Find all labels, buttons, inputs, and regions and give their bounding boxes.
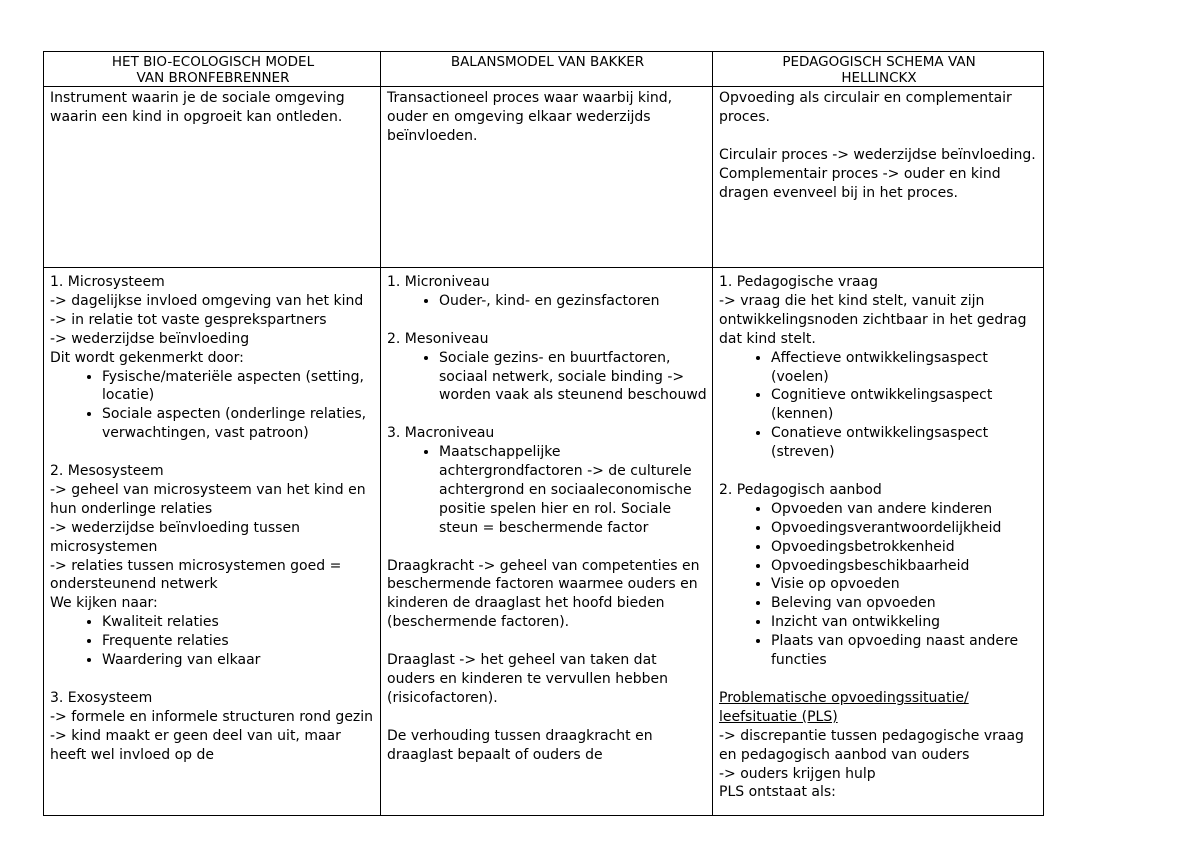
micro-bullet-list (50, 368, 376, 444)
list-item: • Plaats van opvoeding naast andere functies (771, 632, 1039, 670)
meso-title: 2. Mesosysteem (50, 463, 164, 480)
header-bronfenbrenner (44, 52, 381, 87)
definition-bronfenbrenner-text: Instrument waarin je de sociale omgeving waarin een kind in opgroeit kan ontleden. (50, 90, 345, 125)
meso-line: -> relaties tussen microsystemen goed = ondersteunend netwerk (50, 557, 342, 593)
list-item: • Opvoeden van andere kinderen (771, 500, 1039, 519)
list-item: • Maatschappelijke achtergrondfactoren -> de culturele achtergrond en sociaaleconomische positie spelen hier en rol. Sociale steun = beschermende factor (439, 443, 708, 538)
definition-bakker-text: Transactioneel proces waar waarbij kind, ouder en omgeving elkaar wederzijds beïnvloeden. (387, 90, 673, 144)
micro-line: -> wederzijdse beïnvloeding (50, 330, 250, 347)
list-item: • Opvoedingsbeschikbaarheid (771, 557, 1039, 576)
meso-line: -> geheel van microsysteem van het kind en hun onderlinge relaties (50, 481, 366, 517)
mesoniveau-title: 2. Mesoniveau (387, 330, 489, 347)
list-item: • Conatieve ontwikkelingsaspect (streven) (771, 424, 1039, 462)
vraag-line: -> vraag die het kind stelt, vanuit zijn ontwikkelingsnoden zichtbaar in het gedrag dat kind stelt. (719, 292, 1027, 347)
draaglast-text: Draaglast -> het geheel van taken dat ouders en kinderen te vervullen hebben (risicofactoren). (387, 652, 668, 706)
list-item: • Cognitieve ontwikkelingsaspect (kennen) (771, 386, 1039, 424)
meso-line: -> wederzijdse beïnvloeding tussen microsystemen (50, 519, 300, 555)
list-item: • Sociale gezins- en buurtfactoren, sociaal netwerk, sociale binding -> worden vaak als steunend beschouwd (439, 349, 708, 406)
definition-hellinckx-intro: Opvoeding als circulair en complementair proces. (719, 90, 1012, 125)
micro-line: -> in relatie tot vaste gesprekspartners (50, 311, 327, 328)
content-bakker (381, 268, 713, 816)
list-item: • Frequente relaties (102, 632, 376, 651)
vraag-title: 1. Pedagogische vraag (719, 274, 879, 290)
microniveau-bullet-list (387, 292, 708, 311)
exo-title: 3. Exosysteem (50, 689, 153, 706)
pls-line: PLS ontstaat als: (719, 784, 836, 801)
list-item: • Beleving van opvoeden (771, 594, 1039, 613)
microniveau-title: 1. Microniveau (387, 274, 490, 290)
list-item: • Kwaliteit relaties (102, 613, 376, 632)
list-item: • Opvoedingsverantwoordelijkheid (771, 519, 1039, 538)
list-item: • Inzicht van ontwikkeling (771, 613, 1039, 632)
definition-bakker (381, 87, 713, 268)
header-hellinckx (713, 52, 1044, 87)
header-bakker (381, 52, 713, 87)
header-hellinckx-text: PEDAGOGISCH SCHEMA VAN HELLINCKX (782, 54, 976, 86)
list-item: • Opvoedingsbetrokkenheid (771, 538, 1039, 557)
definition-hellinckx-complementair: Complementair proces -> ouder en kind dragen evenveel bij in het proces. (719, 165, 1001, 201)
pls-line: -> discrepantie tussen pedagogische vraag en pedagogisch aanbod van ouders (719, 727, 1024, 763)
pls-line: -> ouders krijgen hulp (719, 765, 876, 782)
macroniveau-bullet-list (387, 443, 708, 538)
definition-hellinckx-circulair: Circulair proces -> wederzijdse beïnvloeding. (719, 146, 1036, 163)
aanbod-title: 2. Pedagogisch aanbod (719, 481, 882, 498)
comparison-table (43, 51, 1044, 816)
header-bronfenbrenner-text: HET BIO-ECOLOGISCH MODEL VAN BRONFEBRENNER (111, 54, 315, 86)
list-item: • Visie op opvoeden (771, 575, 1039, 594)
definition-row (44, 87, 1044, 268)
mesoniveau-bullet-list (387, 349, 708, 406)
header-bakker-text: BALANSMODEL VAN BAKKER (450, 54, 645, 70)
macroniveau-title: 3. Macroniveau (387, 425, 495, 442)
definition-bronfenbrenner (44, 87, 381, 268)
micro-line: Dit wordt gekenmerkt door: (50, 349, 244, 366)
content-row (44, 268, 1044, 816)
aanbod-bullet-list (719, 500, 1039, 670)
micro-line: -> dagelijkse invloed omgeving van het kind (50, 292, 364, 309)
exo-line: -> formele en informele structuren rond gezin (50, 708, 374, 725)
exo-line: -> kind maakt er geen deel van uit, maar heeft wel invloed op de (50, 727, 341, 763)
meso-bullet-list (50, 613, 376, 670)
content-hellinckx (713, 268, 1044, 816)
content-bronfenbrenner (44, 268, 381, 816)
list-item: • Fysische/materiële aspecten (setting, locatie) (102, 368, 376, 406)
micro-title: 1. Microsysteem (50, 274, 165, 290)
verhouding-text: De verhouding tussen draagkracht en draaglast bepaalt of ouders de (387, 727, 653, 763)
meso-line: We kijken naar: (50, 595, 158, 612)
header-row (44, 52, 1044, 87)
vraag-bullet-list (719, 349, 1039, 462)
list-item: • Ouder-, kind- en gezinsfactoren (439, 292, 708, 311)
list-item: • Sociale aspecten (onderlinge relaties, verwachtingen, vast patroon) (102, 405, 376, 443)
pls-title: Problematische opvoedingssituatie/ leefsituatie (PLS) (719, 689, 969, 725)
definition-hellinckx (713, 87, 1044, 268)
draagkracht-text: Draagkracht -> geheel van competenties en beschermende factoren waarmee ouders en kinderen de draaglast het hoofd bieden (beschermende factoren). (387, 557, 700, 631)
list-item: • Waardering van elkaar (102, 651, 376, 670)
list-item: • Affectieve ontwikkelingsaspect (voelen) (771, 349, 1039, 387)
